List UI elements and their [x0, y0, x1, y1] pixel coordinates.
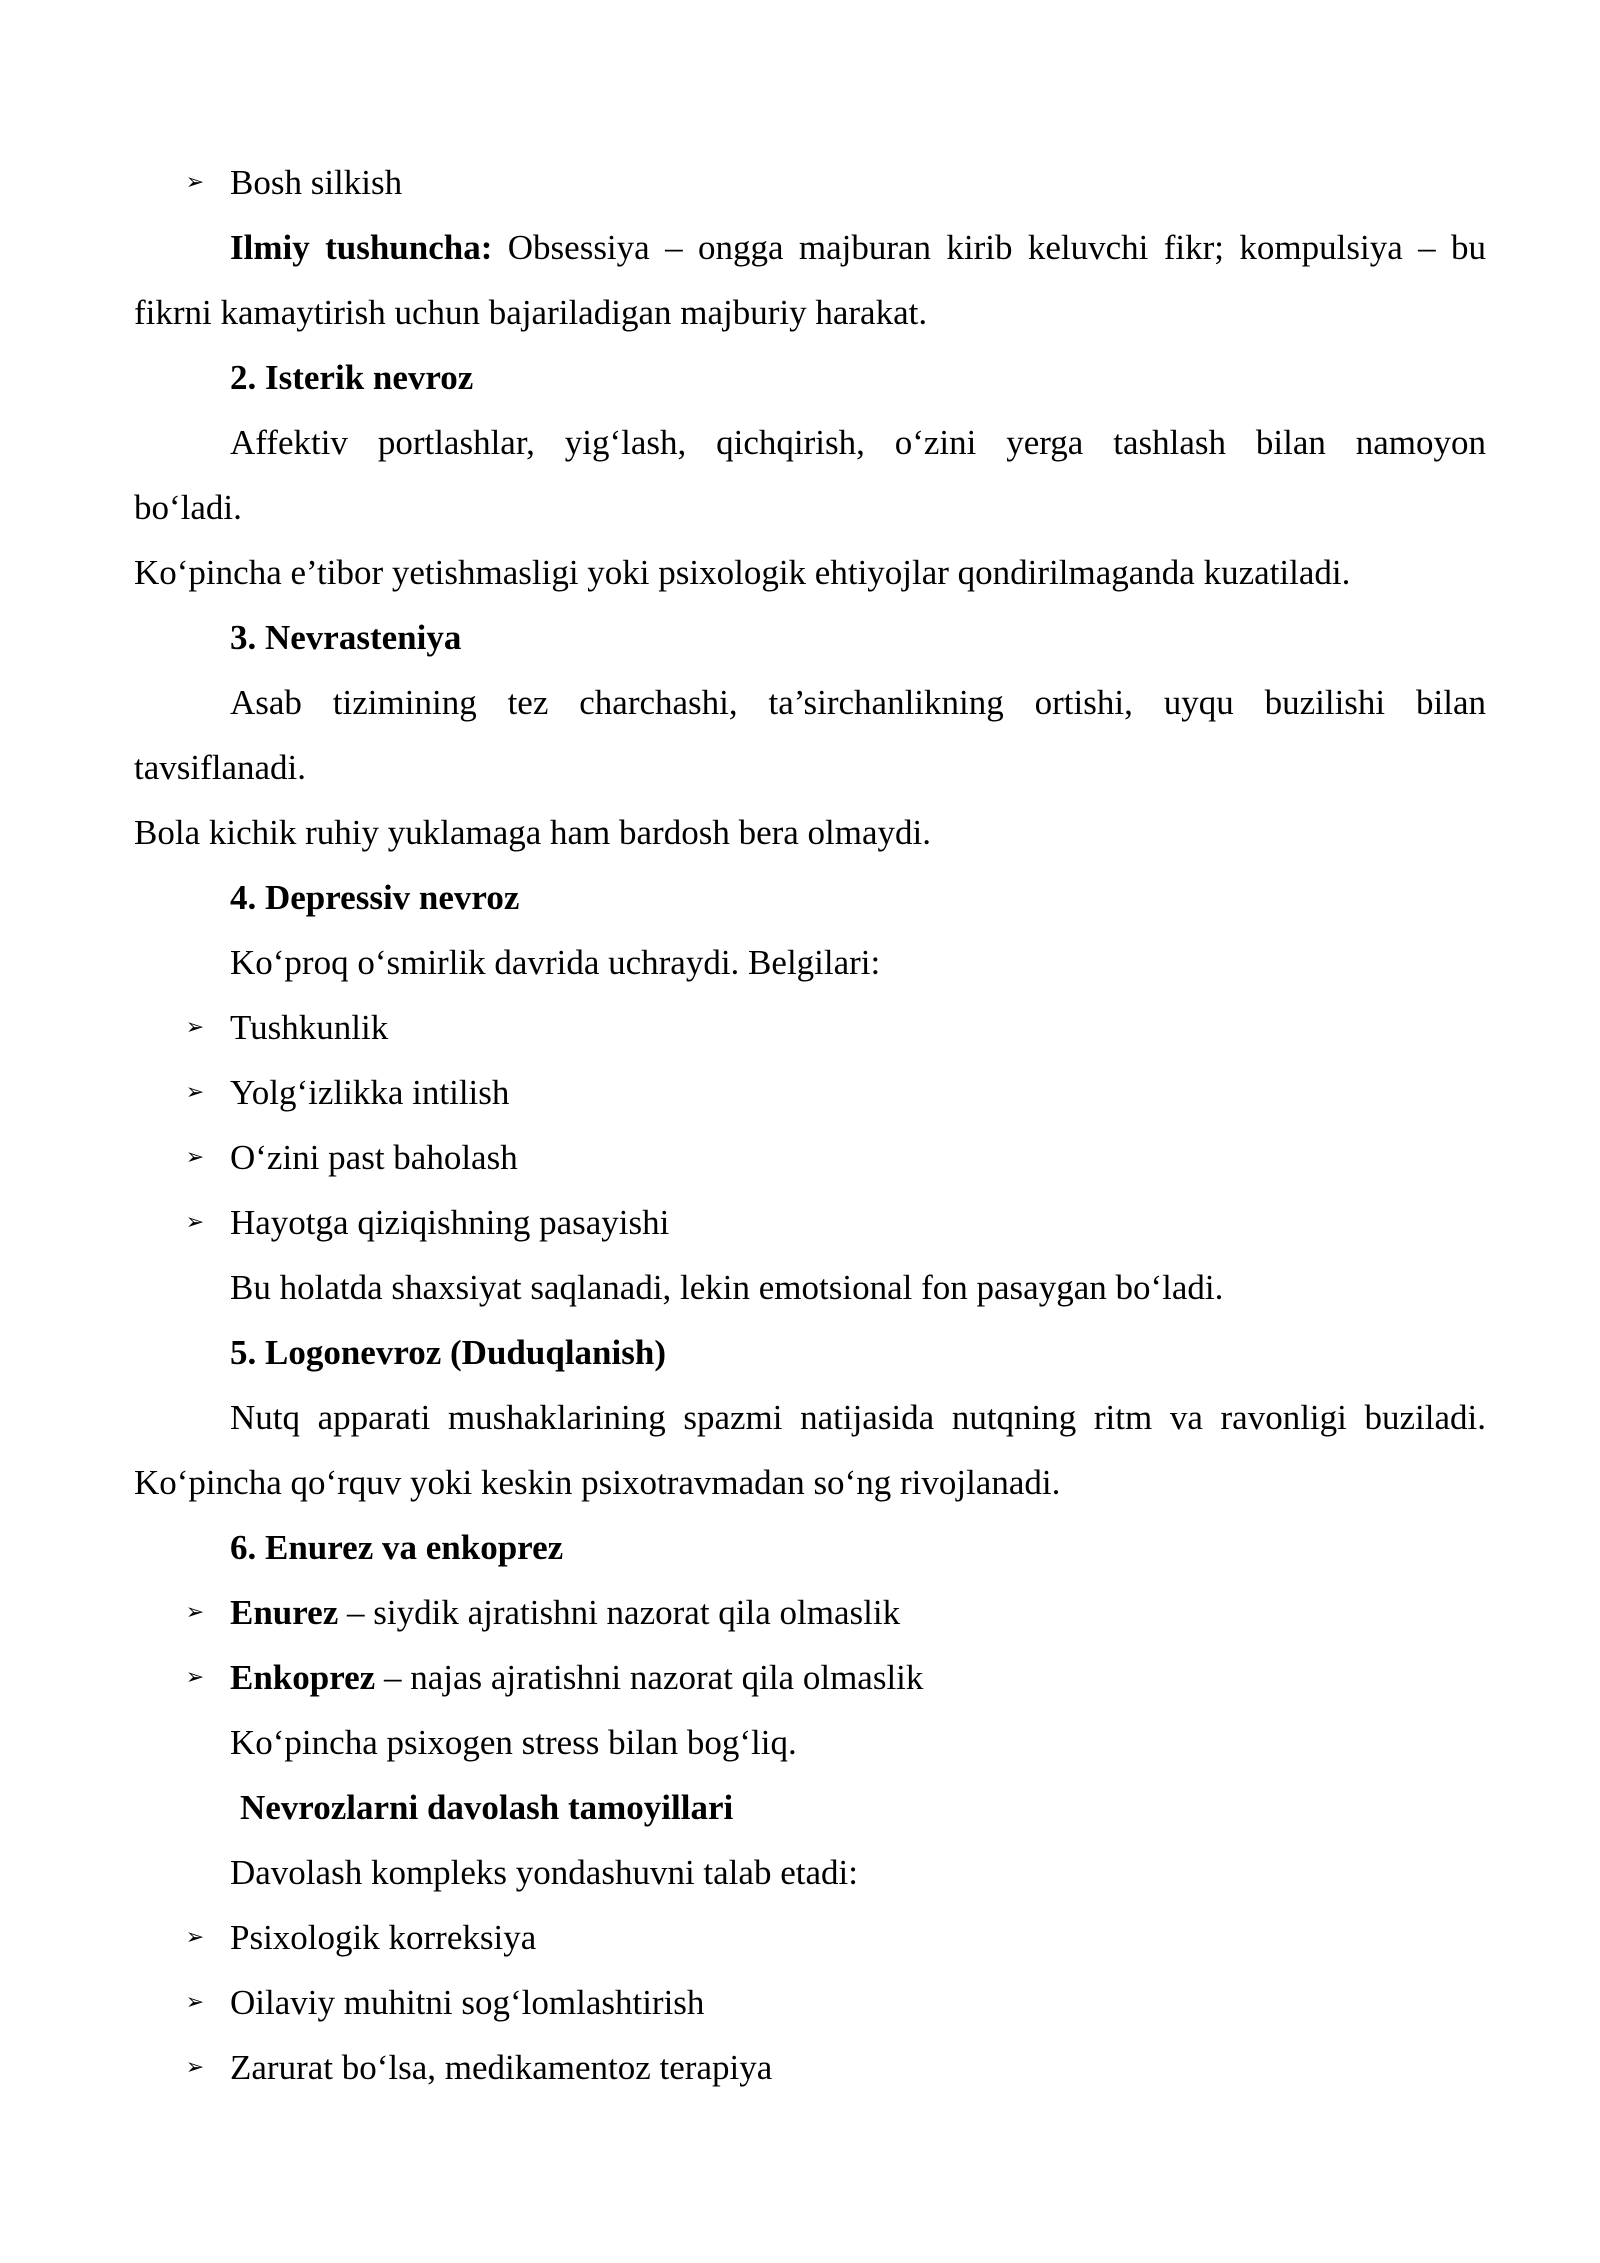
section-heading: 4. Depressiv nevroz [230, 878, 520, 917]
arrowhead-bullet-icon: ➢ [185, 170, 205, 195]
paragraph-line: Ko‘proq o‘smirlik davrida uchraydi. Belgilari: [230, 943, 881, 982]
arrowhead-bullet-icon: ➢ [185, 1210, 205, 1235]
list-item-text: Yolg‘izlikka intilish [230, 1073, 510, 1112]
paragraph-line: Ko‘pincha e’tibor yetishmasligi yoki psixologik ehtiyojlar qondirilmaganda kuzatiladi. [134, 553, 1351, 592]
term-label: Ilmiy tushuncha: [230, 228, 493, 267]
list-item-text: Bosh silkish [230, 163, 403, 202]
paragraph-text: Obsessiya – ongga majburan kirib keluvchi fikr; kompulsiya – bu [492, 228, 1486, 267]
list-item [134, 1645, 1486, 1710]
section-heading: 5. Logonevroz (Duduqlanish) [230, 1333, 666, 1372]
paragraph-line: Bola kichik ruhiy yuklamaga ham bardosh bera olmaydi. [134, 813, 932, 852]
list-item-text: O‘zini past baholash [230, 1138, 518, 1177]
list-item [134, 1580, 1486, 1645]
paragraph-line [134, 215, 1486, 280]
list-item [134, 995, 1486, 1060]
paragraph-line: Bu holatda shaxsiyat saqlanadi, lekin emotsional fon pasaygan bo‘ladi. [230, 1268, 1224, 1307]
section-heading: 3. Nevrasteniya [230, 618, 462, 657]
list-item [134, 1905, 1486, 1970]
section-heading: Nevrozlarni davolash tamoyillari [240, 1788, 734, 1827]
arrowhead-bullet-icon: ➢ [185, 1145, 205, 1170]
arrowhead-bullet-icon: ➢ [185, 1080, 205, 1105]
paragraph-line: Davolash kompleks yondashuvni talab etadi: [230, 1853, 858, 1892]
arrowhead-bullet-icon: ➢ [185, 2055, 205, 2080]
paragraph-line: fikrni kamaytirish uchun bajariladigan majburiy harakat. [134, 293, 928, 332]
list-item [134, 1125, 1486, 1190]
list-item [134, 1060, 1486, 1125]
paragraph-line: bo‘ladi. [134, 488, 242, 527]
list-item-text: Tushkunlik [230, 1008, 389, 1047]
list-item-text: – siydik ajratishni nazorat qila olmaslik [338, 1593, 901, 1632]
document-page [134, 150, 1486, 2100]
arrowhead-bullet-icon: ➢ [185, 1925, 205, 1950]
term-label: Enkoprez [230, 1658, 376, 1697]
paragraph-line: Affektiv portlashlar, yig‘lash, qichqirish, o‘zini yerga tashlash bilan namoyon [230, 423, 1486, 462]
list-item-text: – najas ajratishni nazorat qila olmaslik [375, 1658, 924, 1697]
term-label: Enurez [230, 1593, 339, 1632]
arrowhead-bullet-icon: ➢ [185, 1015, 205, 1040]
paragraph-line: Ko‘pincha psixogen stress bilan bog‘liq. [230, 1723, 797, 1762]
arrowhead-bullet-icon: ➢ [185, 1990, 205, 2015]
list-item-text: Psixologik korreksiya [230, 1918, 537, 1957]
list-item [134, 1190, 1486, 1255]
arrowhead-bullet-icon: ➢ [185, 1600, 205, 1625]
list-item-text: Zarurat bo‘lsa, medikamentoz terapiya [230, 2048, 773, 2087]
list-item [134, 1970, 1486, 2035]
paragraph-line: Asab tizimining tez charchashi, ta’sirchanlikning ortishi, uyqu buzilishi bilan [230, 683, 1486, 722]
section-heading: 6. Enurez va enkoprez [230, 1528, 564, 1567]
list-item [134, 150, 1486, 215]
paragraph-line: tavsiflanadi. [134, 748, 307, 787]
list-item-text: Oilaviy muhitni sog‘lomlashtirish [230, 1983, 705, 2022]
list-item-text: Hayotga qiziqishning pasayishi [230, 1203, 670, 1242]
list-item [134, 2035, 1486, 2100]
section-heading: 2. Isterik nevroz [230, 358, 474, 397]
paragraph-line: Nutq apparati mushaklarining spazmi natijasida nutqning ritm va ravonligi buziladi. [230, 1398, 1486, 1437]
arrowhead-bullet-icon: ➢ [185, 1665, 205, 1690]
paragraph-line: Ko‘pincha qo‘rquv yoki keskin psixotravmadan so‘ng rivojlanadi. [134, 1463, 1061, 1502]
